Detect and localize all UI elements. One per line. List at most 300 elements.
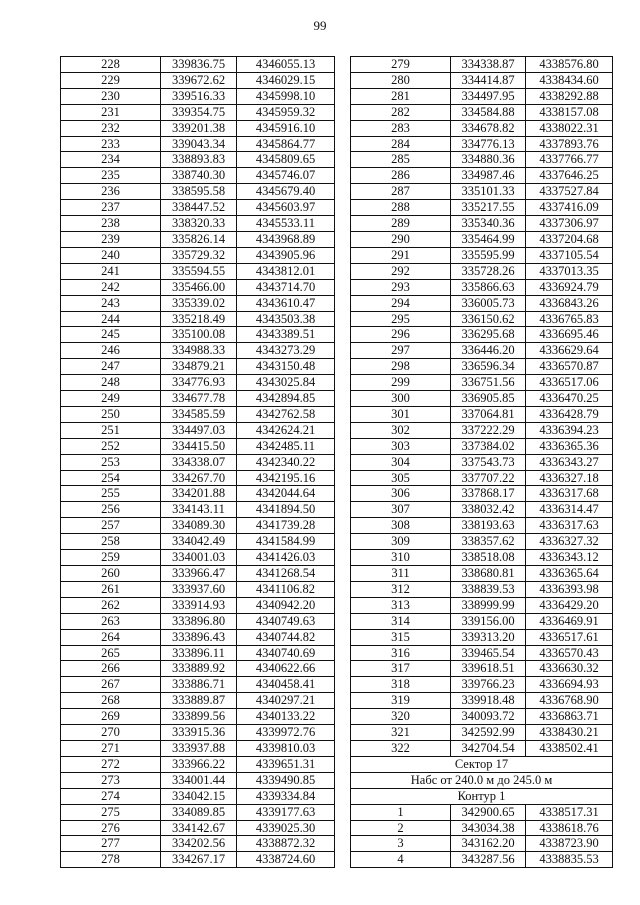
y-coordinate-cell: 4336517.61 — [526, 629, 613, 645]
table-row — [61, 231, 335, 247]
y-coordinate-cell: 4343273.29 — [237, 343, 335, 359]
y-coordinate-cell: 4345603.97 — [237, 200, 335, 216]
y-coordinate-cell: 4338517.31 — [526, 804, 613, 820]
point-number-cell: 228 — [61, 57, 161, 73]
y-coordinate-cell: 4336365.64 — [526, 566, 613, 582]
table-row — [61, 613, 335, 629]
y-coordinate-cell: 4336317.68 — [526, 486, 613, 502]
table-row — [351, 247, 613, 263]
point-number-cell: 308 — [351, 518, 451, 534]
y-coordinate-cell: 4340744.82 — [237, 629, 335, 645]
table-row — [61, 740, 335, 756]
point-number-cell: 238 — [61, 216, 161, 232]
point-number-cell: 309 — [351, 534, 451, 550]
x-coordinate-cell: 338999.99 — [451, 597, 526, 613]
x-coordinate-cell: 334776.93 — [161, 375, 237, 391]
y-coordinate-cell: 4338292.88 — [526, 88, 613, 104]
y-coordinate-cell: 4337306.97 — [526, 216, 613, 232]
x-coordinate-cell: 340093.72 — [451, 709, 526, 725]
x-coordinate-cell: 339618.51 — [451, 661, 526, 677]
x-coordinate-cell: 337384.02 — [451, 438, 526, 454]
x-coordinate-cell: 335340.36 — [451, 216, 526, 232]
table-row — [351, 359, 613, 375]
point-number-cell: 256 — [61, 502, 161, 518]
table-row — [351, 804, 613, 820]
x-coordinate-cell: 342592.99 — [451, 725, 526, 741]
x-coordinate-cell: 334497.95 — [451, 88, 526, 104]
y-coordinate-cell: 4336570.43 — [526, 645, 613, 661]
x-coordinate-cell: 343034.38 — [451, 820, 526, 836]
y-coordinate-cell: 4340297.21 — [237, 693, 335, 709]
x-coordinate-cell: 334201.88 — [161, 486, 237, 502]
x-coordinate-cell: 333937.88 — [161, 740, 237, 756]
y-coordinate-cell: 4336343.12 — [526, 550, 613, 566]
y-coordinate-cell: 4340740.69 — [237, 645, 335, 661]
y-coordinate-cell: 4339025.30 — [237, 820, 335, 836]
x-coordinate-cell: 336751.56 — [451, 375, 526, 391]
point-number-cell: 280 — [351, 72, 451, 88]
point-number-cell: 237 — [61, 200, 161, 216]
x-coordinate-cell: 342704.54 — [451, 740, 526, 756]
y-coordinate-cell: 4339972.76 — [237, 725, 335, 741]
point-number-cell: 4 — [351, 852, 451, 868]
table-row — [351, 327, 613, 343]
x-coordinate-cell: 338193.63 — [451, 518, 526, 534]
x-coordinate-cell: 335339.02 — [161, 295, 237, 311]
point-number-cell: 245 — [61, 327, 161, 343]
point-number-cell: 317 — [351, 661, 451, 677]
table-row — [351, 120, 613, 136]
point-number-cell: 240 — [61, 247, 161, 263]
point-number-cell: 277 — [61, 836, 161, 852]
x-coordinate-cell: 335729.32 — [161, 247, 237, 263]
x-coordinate-cell: 337707.22 — [451, 470, 526, 486]
point-number-cell: 300 — [351, 391, 451, 407]
point-number-cell: 294 — [351, 295, 451, 311]
point-number-cell: 229 — [61, 72, 161, 88]
point-number-cell: 291 — [351, 247, 451, 263]
point-number-cell: 276 — [61, 820, 161, 836]
table-row — [351, 740, 613, 756]
point-number-cell: 254 — [61, 470, 161, 486]
x-coordinate-cell: 334267.70 — [161, 470, 237, 486]
point-number-cell: 232 — [61, 120, 161, 136]
y-coordinate-cell: 4340942.20 — [237, 597, 335, 613]
point-number-cell: 258 — [61, 534, 161, 550]
y-coordinate-cell: 4341739.28 — [237, 518, 335, 534]
table-row — [351, 566, 613, 582]
table-row — [351, 152, 613, 168]
x-coordinate-cell: 336446.20 — [451, 343, 526, 359]
table-row — [351, 613, 613, 629]
point-number-cell: 281 — [351, 88, 451, 104]
point-number-cell: 313 — [351, 597, 451, 613]
table-row — [61, 772, 335, 788]
y-coordinate-cell: 4338022.31 — [526, 120, 613, 136]
sector-title: Сектор 17 — [351, 756, 613, 772]
y-coordinate-cell: 4345916.10 — [237, 120, 335, 136]
table-row — [351, 725, 613, 741]
coordinates-table-right — [350, 56, 613, 868]
table-row — [351, 836, 613, 852]
point-number-cell: 315 — [351, 629, 451, 645]
table-row — [61, 184, 335, 200]
x-coordinate-cell: 337543.73 — [451, 454, 526, 470]
y-coordinate-cell: 4345864.77 — [237, 136, 335, 152]
x-coordinate-cell: 339156.00 — [451, 613, 526, 629]
table-row — [61, 136, 335, 152]
point-number-cell: 312 — [351, 581, 451, 597]
y-coordinate-cell: 4340622.66 — [237, 661, 335, 677]
y-coordinate-cell: 4343025.84 — [237, 375, 335, 391]
x-coordinate-cell: 338320.33 — [161, 216, 237, 232]
point-number-cell: 2 — [351, 820, 451, 836]
x-coordinate-cell: 339313.20 — [451, 629, 526, 645]
table-row — [61, 391, 335, 407]
y-coordinate-cell: 4336765.83 — [526, 311, 613, 327]
x-coordinate-cell: 335101.33 — [451, 184, 526, 200]
y-coordinate-cell: 4343905.96 — [237, 247, 335, 263]
x-coordinate-cell: 336005.73 — [451, 295, 526, 311]
point-number-cell: 261 — [61, 581, 161, 597]
y-coordinate-cell: 4345746.07 — [237, 168, 335, 184]
table-row — [351, 200, 613, 216]
y-coordinate-cell: 4336924.79 — [526, 279, 613, 295]
point-number-cell: 310 — [351, 550, 451, 566]
y-coordinate-cell: 4338872.32 — [237, 836, 335, 852]
table-row — [351, 57, 613, 73]
point-number-cell: 3 — [351, 836, 451, 852]
point-number-cell: 292 — [351, 263, 451, 279]
sector-depth-row — [351, 772, 613, 788]
y-coordinate-cell: 4339334.84 — [237, 788, 335, 804]
table-row — [351, 295, 613, 311]
table-row — [61, 295, 335, 311]
point-number-cell: 285 — [351, 152, 451, 168]
x-coordinate-cell: 334678.82 — [451, 120, 526, 136]
x-coordinate-cell: 333914.93 — [161, 597, 237, 613]
point-number-cell: 321 — [351, 725, 451, 741]
y-coordinate-cell: 4342340.22 — [237, 454, 335, 470]
point-number-cell: 257 — [61, 518, 161, 534]
point-number-cell: 249 — [61, 391, 161, 407]
x-coordinate-cell: 342900.65 — [451, 804, 526, 820]
y-coordinate-cell: 4336470.25 — [526, 391, 613, 407]
point-number-cell: 275 — [61, 804, 161, 820]
y-coordinate-cell: 4336630.32 — [526, 661, 613, 677]
y-coordinate-cell: 4342624.21 — [237, 422, 335, 438]
x-coordinate-cell: 333889.87 — [161, 693, 237, 709]
table-row — [61, 470, 335, 486]
table-row — [61, 438, 335, 454]
y-coordinate-cell: 4338618.76 — [526, 820, 613, 836]
table-row — [61, 836, 335, 852]
y-coordinate-cell: 4336629.64 — [526, 343, 613, 359]
table-row — [61, 311, 335, 327]
point-number-cell: 271 — [61, 740, 161, 756]
point-number-cell: 287 — [351, 184, 451, 200]
point-number-cell: 314 — [351, 613, 451, 629]
y-coordinate-cell: 4336517.06 — [526, 375, 613, 391]
point-number-cell: 272 — [61, 756, 161, 772]
y-coordinate-cell: 4336843.26 — [526, 295, 613, 311]
point-number-cell: 304 — [351, 454, 451, 470]
x-coordinate-cell: 335464.99 — [451, 231, 526, 247]
table-row — [61, 518, 335, 534]
x-coordinate-cell: 333966.22 — [161, 756, 237, 772]
point-number-cell: 297 — [351, 343, 451, 359]
table-row — [61, 852, 335, 868]
y-coordinate-cell: 4336343.27 — [526, 454, 613, 470]
point-number-cell: 244 — [61, 311, 161, 327]
x-coordinate-cell: 336596.34 — [451, 359, 526, 375]
x-coordinate-cell: 334497.03 — [161, 422, 237, 438]
table-row — [351, 852, 613, 868]
table-row — [351, 104, 613, 120]
y-coordinate-cell: 4338723.90 — [526, 836, 613, 852]
table-row — [61, 247, 335, 263]
x-coordinate-cell: 336295.68 — [451, 327, 526, 343]
y-coordinate-cell: 4342044.64 — [237, 486, 335, 502]
table-row — [351, 279, 613, 295]
y-coordinate-cell: 4340458.41 — [237, 677, 335, 693]
x-coordinate-cell: 338893.83 — [161, 152, 237, 168]
y-coordinate-cell: 4346055.13 — [237, 57, 335, 73]
x-coordinate-cell: 337868.17 — [451, 486, 526, 502]
point-number-cell: 305 — [351, 470, 451, 486]
y-coordinate-cell: 4343150.48 — [237, 359, 335, 375]
y-coordinate-cell: 4336428.79 — [526, 406, 613, 422]
x-coordinate-cell: 333896.11 — [161, 645, 237, 661]
point-number-cell: 266 — [61, 661, 161, 677]
y-coordinate-cell: 4343503.38 — [237, 311, 335, 327]
point-number-cell: 289 — [351, 216, 451, 232]
y-coordinate-cell: 4339651.31 — [237, 756, 335, 772]
y-coordinate-cell: 4345959.32 — [237, 104, 335, 120]
y-coordinate-cell: 4345998.10 — [237, 88, 335, 104]
point-number-cell: 283 — [351, 120, 451, 136]
table-row — [61, 120, 335, 136]
point-number-cell: 233 — [61, 136, 161, 152]
table-row — [61, 216, 335, 232]
y-coordinate-cell: 4341268.54 — [237, 566, 335, 582]
point-number-cell: 319 — [351, 693, 451, 709]
point-number-cell: 263 — [61, 613, 161, 629]
x-coordinate-cell: 335100.08 — [161, 327, 237, 343]
y-coordinate-cell: 4340133.22 — [237, 709, 335, 725]
y-coordinate-cell: 4339177.63 — [237, 804, 335, 820]
x-coordinate-cell: 335728.26 — [451, 263, 526, 279]
x-coordinate-cell: 334089.30 — [161, 518, 237, 534]
y-coordinate-cell: 4343968.89 — [237, 231, 335, 247]
table-row — [351, 184, 613, 200]
x-coordinate-cell: 334001.44 — [161, 772, 237, 788]
y-coordinate-cell: 4336394.23 — [526, 422, 613, 438]
y-coordinate-cell: 4341894.50 — [237, 502, 335, 518]
point-number-cell: 303 — [351, 438, 451, 454]
y-coordinate-cell: 4342485.11 — [237, 438, 335, 454]
y-coordinate-cell: 4336314.47 — [526, 502, 613, 518]
x-coordinate-cell: 339465.54 — [451, 645, 526, 661]
x-coordinate-cell: 343162.20 — [451, 836, 526, 852]
point-number-cell: 311 — [351, 566, 451, 582]
x-coordinate-cell: 343287.56 — [451, 852, 526, 868]
y-coordinate-cell: 4339490.85 — [237, 772, 335, 788]
y-coordinate-cell: 4341584.99 — [237, 534, 335, 550]
table-row — [351, 136, 613, 152]
table-row — [351, 375, 613, 391]
table-row — [351, 645, 613, 661]
x-coordinate-cell: 333886.71 — [161, 677, 237, 693]
x-coordinate-cell: 334987.46 — [451, 168, 526, 184]
x-coordinate-cell: 335594.55 — [161, 263, 237, 279]
x-coordinate-cell: 333937.60 — [161, 581, 237, 597]
x-coordinate-cell: 334988.33 — [161, 343, 237, 359]
table-row — [351, 597, 613, 613]
x-coordinate-cell: 338740.30 — [161, 168, 237, 184]
point-number-cell: 255 — [61, 486, 161, 502]
point-number-cell: 298 — [351, 359, 451, 375]
table-row — [61, 629, 335, 645]
x-coordinate-cell: 336905.85 — [451, 391, 526, 407]
point-number-cell: 274 — [61, 788, 161, 804]
table-row — [351, 311, 613, 327]
table-row — [351, 518, 613, 534]
x-coordinate-cell: 334338.07 — [161, 454, 237, 470]
y-coordinate-cell: 4342762.58 — [237, 406, 335, 422]
point-number-cell: 279 — [351, 57, 451, 73]
point-number-cell: 288 — [351, 200, 451, 216]
table-row — [61, 693, 335, 709]
table-row — [61, 486, 335, 502]
point-number-cell: 251 — [61, 422, 161, 438]
x-coordinate-cell: 335866.63 — [451, 279, 526, 295]
x-coordinate-cell: 334042.49 — [161, 534, 237, 550]
point-number-cell: 307 — [351, 502, 451, 518]
point-number-cell: 265 — [61, 645, 161, 661]
y-coordinate-cell: 4346029.15 — [237, 72, 335, 88]
y-coordinate-cell: 4336393.98 — [526, 581, 613, 597]
y-coordinate-cell: 4339810.03 — [237, 740, 335, 756]
point-number-cell: 316 — [351, 645, 451, 661]
y-coordinate-cell: 4338430.21 — [526, 725, 613, 741]
x-coordinate-cell: 335217.55 — [451, 200, 526, 216]
x-coordinate-cell: 339672.62 — [161, 72, 237, 88]
contour-title-row — [351, 788, 613, 804]
y-coordinate-cell: 4337646.25 — [526, 168, 613, 184]
y-coordinate-cell: 4336327.18 — [526, 470, 613, 486]
table-row — [61, 661, 335, 677]
table-row — [351, 581, 613, 597]
table-row — [61, 168, 335, 184]
x-coordinate-cell: 338839.53 — [451, 581, 526, 597]
table-row — [61, 581, 335, 597]
table-row — [61, 709, 335, 725]
y-coordinate-cell: 4341106.82 — [237, 581, 335, 597]
contour-title: Контур 1 — [351, 788, 613, 804]
table-row — [61, 534, 335, 550]
x-coordinate-cell: 334338.87 — [451, 57, 526, 73]
point-number-cell: 286 — [351, 168, 451, 184]
point-number-cell: 242 — [61, 279, 161, 295]
table-row — [351, 168, 613, 184]
point-number-cell: 253 — [61, 454, 161, 470]
x-coordinate-cell: 339201.38 — [161, 120, 237, 136]
y-coordinate-cell: 4337105.54 — [526, 247, 613, 263]
x-coordinate-cell: 339516.33 — [161, 88, 237, 104]
table-row — [61, 820, 335, 836]
point-number-cell: 260 — [61, 566, 161, 582]
point-number-cell: 293 — [351, 279, 451, 295]
point-number-cell: 269 — [61, 709, 161, 725]
table-row — [61, 502, 335, 518]
x-coordinate-cell: 335466.00 — [161, 279, 237, 295]
point-number-cell: 236 — [61, 184, 161, 200]
x-coordinate-cell: 338595.58 — [161, 184, 237, 200]
table-row — [61, 422, 335, 438]
x-coordinate-cell: 339836.75 — [161, 57, 237, 73]
point-number-cell: 282 — [351, 104, 451, 120]
table-row — [351, 629, 613, 645]
table-row — [351, 470, 613, 486]
table-row — [61, 327, 335, 343]
x-coordinate-cell: 334415.50 — [161, 438, 237, 454]
point-number-cell: 306 — [351, 486, 451, 502]
x-coordinate-cell: 335218.49 — [161, 311, 237, 327]
point-number-cell: 264 — [61, 629, 161, 645]
point-number-cell: 250 — [61, 406, 161, 422]
x-coordinate-cell: 335595.99 — [451, 247, 526, 263]
x-coordinate-cell: 336150.62 — [451, 311, 526, 327]
point-number-cell: 248 — [61, 375, 161, 391]
y-coordinate-cell: 4337893.76 — [526, 136, 613, 152]
table-row — [61, 550, 335, 566]
point-number-cell: 234 — [61, 152, 161, 168]
x-coordinate-cell: 334585.59 — [161, 406, 237, 422]
table-row — [61, 104, 335, 120]
x-coordinate-cell: 334880.36 — [451, 152, 526, 168]
y-coordinate-cell: 4336863.71 — [526, 709, 613, 725]
table-row — [61, 677, 335, 693]
y-coordinate-cell: 4345679.40 — [237, 184, 335, 200]
point-number-cell: 302 — [351, 422, 451, 438]
y-coordinate-cell: 4345809.65 — [237, 152, 335, 168]
x-coordinate-cell: 339766.23 — [451, 677, 526, 693]
y-coordinate-cell: 4338724.60 — [237, 852, 335, 868]
point-number-cell: 296 — [351, 327, 451, 343]
y-coordinate-cell: 4338835.53 — [526, 852, 613, 868]
table-row — [351, 422, 613, 438]
table-row — [351, 820, 613, 836]
table-row — [61, 152, 335, 168]
point-number-cell: 322 — [351, 740, 451, 756]
point-number-cell: 318 — [351, 677, 451, 693]
point-number-cell: 246 — [61, 343, 161, 359]
y-coordinate-cell: 4337527.84 — [526, 184, 613, 200]
table-row — [61, 343, 335, 359]
point-number-cell: 243 — [61, 295, 161, 311]
sector-depth: Набс от 240.0 м до 245.0 м — [351, 772, 613, 788]
table-row — [351, 693, 613, 709]
point-number-cell: 252 — [61, 438, 161, 454]
x-coordinate-cell: 334001.03 — [161, 550, 237, 566]
y-coordinate-cell: 4336317.63 — [526, 518, 613, 534]
x-coordinate-cell: 338680.81 — [451, 566, 526, 582]
x-coordinate-cell: 333896.43 — [161, 629, 237, 645]
x-coordinate-cell: 338357.62 — [451, 534, 526, 550]
x-coordinate-cell: 333889.92 — [161, 661, 237, 677]
table-row — [351, 677, 613, 693]
